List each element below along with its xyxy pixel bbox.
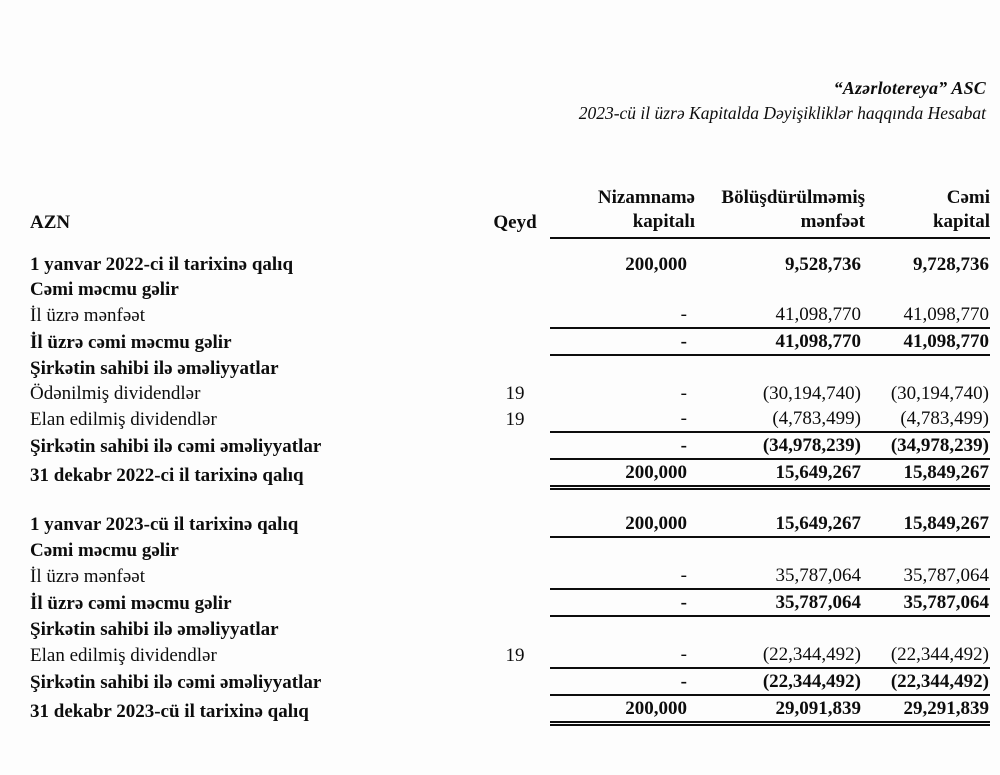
retained-earnings-cell: 15,649,267 [695, 511, 865, 537]
equity-statement-table [30, 186, 990, 726]
total-capital-cell [865, 616, 990, 642]
table-body [30, 238, 990, 724]
table-row [30, 668, 990, 695]
table-row [30, 695, 990, 724]
share-capital-cell: 200,000 [550, 511, 695, 537]
retained-earnings-cell [695, 616, 865, 642]
total-capital-cell [865, 277, 990, 302]
row-label: İl üzrə mənfəət [30, 566, 145, 587]
note-cell [480, 277, 550, 302]
table-row [30, 563, 990, 589]
retained-earnings-cell: 41,098,770 [695, 328, 865, 355]
retained-earnings-cell: 35,787,064 [695, 563, 865, 589]
note-cell [480, 302, 550, 328]
total-capital-cell: (30,194,740) [890, 383, 989, 404]
retained-earnings-cell: 29,091,839 [695, 695, 865, 724]
share-capital-cell [550, 277, 695, 302]
document-header [579, 76, 986, 126]
table-row [30, 238, 990, 277]
share-capital-cell: - [680, 383, 687, 404]
total-capital-cell: 15,849,267 [865, 511, 990, 537]
total-capital-cell: 9,728,736 [913, 254, 989, 275]
total-capital-cell: 35,787,064 [865, 563, 990, 589]
section-gap [30, 488, 990, 512]
total-capital-cell: 15,849,267 [865, 459, 990, 488]
note-cell [480, 238, 550, 277]
column-header-share-capital [550, 186, 695, 238]
note-cell [480, 695, 550, 724]
total-capital-cell: 35,787,064 [865, 589, 990, 616]
table-row [30, 616, 990, 642]
company-name: “Azərlotereya” ASC [833, 78, 986, 98]
column-header-retained-earnings-line1: Bölüşdürülməmiş [721, 187, 865, 208]
retained-earnings-cell: (34,978,239) [695, 432, 865, 459]
note-cell [480, 537, 550, 563]
note-cell [480, 616, 550, 642]
retained-earnings-cell: 35,787,064 [695, 589, 865, 616]
share-capital-cell: - [550, 642, 695, 668]
total-capital-cell: 41,098,770 [865, 328, 990, 355]
table-row [30, 642, 990, 668]
retained-earnings-cell: 15,649,267 [695, 459, 865, 488]
total-capital-cell: (34,978,239) [865, 432, 990, 459]
share-capital-cell: - [550, 302, 695, 328]
share-capital-cell: - [550, 406, 695, 432]
header-row [30, 186, 990, 238]
table-row [30, 381, 990, 406]
table-row [30, 406, 990, 432]
table-header [30, 186, 990, 238]
table-row [30, 511, 990, 537]
row-label: Şirkətin sahibi ilə əməliyyatlar [30, 358, 279, 379]
column-header-total-capital-line2: kapital [932, 211, 990, 232]
column-header-retained-earnings [695, 186, 865, 238]
row-label: İl üzrə mənfəət [30, 305, 145, 326]
retained-earnings-cell: (22,344,492) [695, 642, 865, 668]
table-row [30, 459, 990, 488]
table-row [30, 537, 990, 563]
note-cell [480, 668, 550, 695]
column-header-total-capital [865, 186, 990, 238]
row-label: İl üzrə cəmi məcmu gəlir [30, 593, 232, 614]
section-gap-cell [30, 488, 990, 512]
note-cell [480, 355, 550, 381]
row-label: Cəmi məcmu gəlir [30, 540, 179, 561]
row-label: 1 yanvar 2022-ci il tarixinə qalıq [30, 254, 294, 275]
share-capital-cell: - [550, 589, 695, 616]
table-row [30, 328, 990, 355]
column-header-retained-earnings-line2: mənfəət [800, 211, 865, 232]
report-title: 2023-cü il üzrə Kapitalda Dəyişikliklər haqqında Hesabat [578, 103, 986, 123]
total-capital-cell [865, 355, 990, 381]
note-cell: 19 [505, 409, 525, 430]
note-cell [480, 432, 550, 459]
column-header-share-capital-line2: kapitalı [632, 211, 695, 232]
note-cell [480, 328, 550, 355]
share-capital-cell: - [550, 432, 695, 459]
column-header-share-capital-line1: Nizamnamə [597, 187, 695, 208]
share-capital-cell [550, 537, 695, 563]
note-cell [480, 511, 550, 537]
row-label: Cəmi məcmu gəlir [30, 279, 179, 300]
note-cell: 19 [505, 645, 525, 666]
retained-earnings-cell: (30,194,740) [762, 383, 861, 404]
share-capital-cell: - [550, 328, 695, 355]
row-label: 31 dekabr 2023-cü il tarixinə qalıq [30, 700, 309, 722]
retained-earnings-cell: 41,098,770 [695, 302, 865, 328]
table-row [30, 589, 990, 616]
retained-earnings-cell [695, 277, 865, 302]
row-label: Şirkətin sahibi ilə əməliyyatlar [30, 619, 279, 640]
row-label: Ödənilmiş dividendlər [30, 383, 201, 404]
retained-earnings-cell: (4,783,499) [695, 406, 865, 432]
table-row [30, 277, 990, 302]
share-capital-cell: 200,000 [550, 459, 695, 488]
row-label: Elan edilmiş dividendlər [30, 645, 217, 666]
share-capital-cell: 200,000 [625, 254, 687, 275]
total-capital-cell: 29,291,839 [865, 695, 990, 724]
row-label: Şirkətin sahibi ilə cəmi əməliyyatlar [30, 436, 322, 457]
table-row [30, 302, 990, 328]
row-label: 31 dekabr 2022-ci il tarixinə qalıq [30, 464, 304, 486]
retained-earnings-cell [695, 355, 865, 381]
table-row [30, 355, 990, 381]
share-capital-cell: - [550, 668, 695, 695]
row-label: 1 yanvar 2023-cü il tarixinə qalıq [30, 514, 299, 535]
total-capital-cell: (4,783,499) [865, 406, 990, 432]
share-capital-cell: 200,000 [550, 695, 695, 724]
retained-earnings-cell: (22,344,492) [695, 668, 865, 695]
row-label: İl üzrə cəmi məcmu gəlir [30, 332, 232, 353]
retained-earnings-cell [695, 537, 865, 563]
total-capital-cell [865, 537, 990, 563]
row-label: Şirkətin sahibi ilə cəmi əməliyyatlar [30, 672, 322, 693]
total-capital-cell: 41,098,770 [865, 302, 990, 328]
note-cell: 19 [505, 383, 525, 404]
currency-label: AZN [30, 212, 71, 233]
column-header-note: Qeyd [493, 212, 537, 233]
total-capital-cell: (22,344,492) [865, 642, 990, 668]
table-row [30, 432, 990, 459]
note-cell [480, 589, 550, 616]
column-header-total-capital-line1: Cəmi [946, 187, 990, 208]
note-cell [480, 563, 550, 589]
retained-earnings-cell: 9,528,736 [785, 254, 861, 275]
note-cell [480, 459, 550, 488]
share-capital-cell [550, 355, 695, 381]
share-capital-cell [550, 616, 695, 642]
row-label: Elan edilmiş dividendlər [30, 409, 217, 430]
share-capital-cell: - [550, 563, 695, 589]
total-capital-cell: (22,344,492) [865, 668, 990, 695]
